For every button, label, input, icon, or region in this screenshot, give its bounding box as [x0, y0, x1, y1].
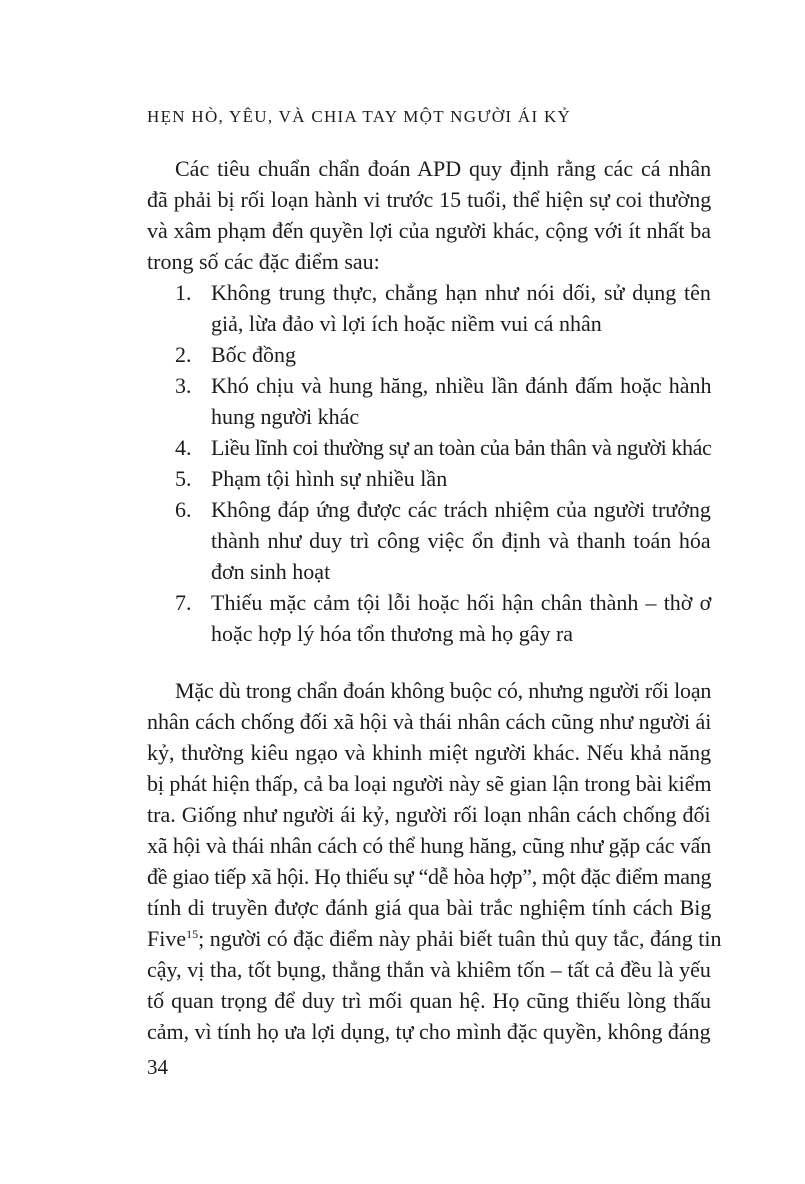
list-number: 7.: [175, 590, 192, 615]
list-number: 6.: [175, 497, 192, 522]
list-number: 1.: [175, 280, 192, 305]
list-number: 2.: [175, 342, 192, 367]
body-line: đề giao tiếp xã hội. Họ thiếu sự “dễ hòa hợp”, một đặc điểm mang: [147, 864, 712, 889]
list-number: 4.: [175, 435, 192, 460]
body-line: kỷ, thường kiêu ngạo và khinh miệt người khác. Nếu khả năng: [147, 740, 712, 765]
list-item-line: Phạm tội hình sự nhiều lần: [211, 466, 448, 491]
page-number: 34: [147, 1055, 168, 1079]
list-item-line: hung người khác: [211, 404, 360, 429]
body-line-with-footnote: [147, 923, 721, 954]
list-item-line: Bốc đồng: [211, 342, 296, 367]
body-line: bị phát hiện thấp, cả ba loại người này sẽ gian lận trong bài kiểm: [147, 771, 712, 796]
list-item-line: hoặc hợp lý hóa tổn thương mà họ gây ra: [211, 621, 574, 646]
list-item-line: đơn sinh hoạt: [211, 559, 331, 584]
body-text: ; người có đặc điểm này phải biết tuân thủ quy tắc, đáng tin: [198, 926, 722, 951]
intro-line: Các tiêu chuẩn chẩn đoán APD quy định rằng các cá nhân: [175, 156, 712, 181]
list-item-line: giả, lừa đảo vì lợi ích hoặc niềm vui cá nhân: [211, 311, 602, 336]
list-number: 3.: [175, 373, 192, 398]
body-line: cậy, vị tha, tốt bụng, thẳng thắn và khiêm tốn – tất cả đều là yếu: [147, 957, 711, 982]
running-head: HẸN HÒ, YÊU, VÀ CHIA TAY MỘT NGƯỜI ÁI KỶ: [147, 107, 572, 126]
body-line: tính di truyền được đánh giá qua bài trắc nghiệm tính cách Big: [147, 895, 712, 920]
intro-line: và xâm phạm đến quyền lợi của người khác, cộng với ít nhất ba: [147, 218, 712, 243]
body-line: tra. Giống như người ái kỷ, người rối loạn nhân cách chống đối: [147, 802, 711, 827]
list-item-line: Không đáp ứng được các trách nhiệm của người trưởng: [211, 497, 711, 522]
body-line: nhân cách chống đối xã hội và thái nhân cách cũng như người ái: [147, 709, 712, 734]
intro-line: đã phải bị rối loạn hành vi trước 15 tuổi, thể hiện sự coi thường: [147, 187, 712, 212]
list-item-line: Thiếu mặc cảm tội lỗi hoặc hối hận chân thành – thờ ơ: [211, 590, 712, 615]
body-line: cảm, vì tính họ ưa lợi dụng, tự cho mình đặc quyền, không đáng: [147, 1019, 711, 1044]
body-line: xã hội và thái nhân cách có thể hung hăng, cũng như gặp các vấn: [147, 833, 712, 858]
list-item-line: Không trung thực, chẳng hạn như nói dối, sử dụng tên: [211, 280, 711, 305]
body-line: Mặc dù trong chẩn đoán không buộc có, nhưng người rối loạn: [175, 678, 712, 703]
list-number: 5.: [175, 466, 192, 491]
list-item-line: thành như duy trì công việc ổn định và thanh toán hóa: [211, 528, 711, 553]
list-item-line: Khó chịu và hung hăng, nhiều lần đánh đấm hoặc hành: [211, 373, 712, 398]
body-text: Five: [147, 926, 187, 951]
list-item-line: Liều lĩnh coi thường sự an toàn của bản thân và người khác: [211, 435, 712, 460]
footnote-ref[interactable]: 15: [186, 927, 199, 941]
intro-line: trong số các đặc điểm sau:: [147, 249, 380, 274]
body-line: tố quan trọng để duy trì mối quan hệ. Họ cũng thiếu lòng thấu: [147, 988, 712, 1013]
